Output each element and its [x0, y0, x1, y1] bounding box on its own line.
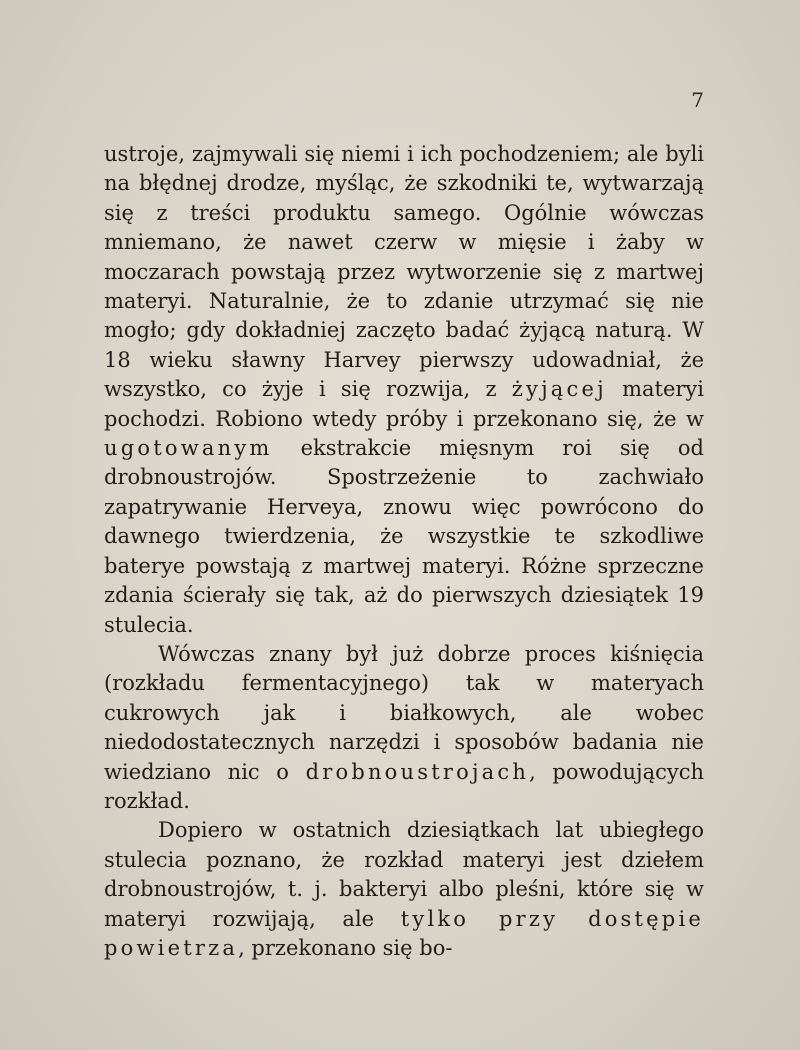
text-run: ustroje, zajmywali się niemi i ich pochodzeniem; ale byli na błędnej drodze, myśląc, że szkodniki te, wytwarzają się z treści produktu samego. Ogólnie wówczas mniemano, że nawet czerw w mięsie i żaby w moczarach powstają przez wytworzenie się z martwej materyi. Naturalnie, że to zdanie utrzymać się nie mogło; gdy dokładniej zaczęto badać żyjącą naturą. W 18 wieku sławny Harvey pierwszy udowadniał, że wszystko, co żyje i się rozwija, z — [104, 142, 704, 402]
text-run: Wówczas znany był już dobrze proces kiśnięcia (rozkładu fermentacyjnego) tak w materyach cukrowych jak i białkowych, ale wobec niedodostatecznych narzędzi i sposobów badania nie wiedziano nic o — [104, 641, 704, 784]
text-run: Dopiero w ostatnich dziesiątkach lat ubiegłego stulecia poznano, że rozkład materyi jest dziełem drobnoustrojów, t. j. bakteryi albo pleśni, które się w materyi rozwijają, ale — [104, 818, 704, 931]
emphasized-text: ugotowanym — [104, 436, 273, 461]
body-text — [104, 140, 704, 963]
emphasized-text: żyjącej — [511, 377, 607, 402]
text-run: ekstrakcie mięsnym roi się od drobnoustrojów. Spostrzeżenie to zachwiało zapatrywanie Herveya, znowu więc powrócono do dawnego twierdzenia, że wszystkie te szkodliwe bateryе powstają z martwej materyi. Różne sprzeczne zdania ścierały się tak, aż do pierwszych dziesiątek 19 stulecia. — [104, 436, 704, 637]
emphasized-text: tylko przy dostępie powietrza — [104, 906, 704, 960]
emphasized-text: drobnoustrojach — [305, 759, 530, 784]
paragraph — [104, 140, 704, 640]
text-run: , przekonano się bo- — [238, 935, 453, 960]
paragraph — [104, 816, 704, 963]
text-run: , powodujących rozkład. — [104, 759, 705, 813]
text-run: materyi pochodzi. Robiono wtedy próby i przekonano się, że w — [104, 377, 704, 431]
page-number: 7 — [691, 88, 704, 112]
paragraph — [104, 640, 704, 816]
